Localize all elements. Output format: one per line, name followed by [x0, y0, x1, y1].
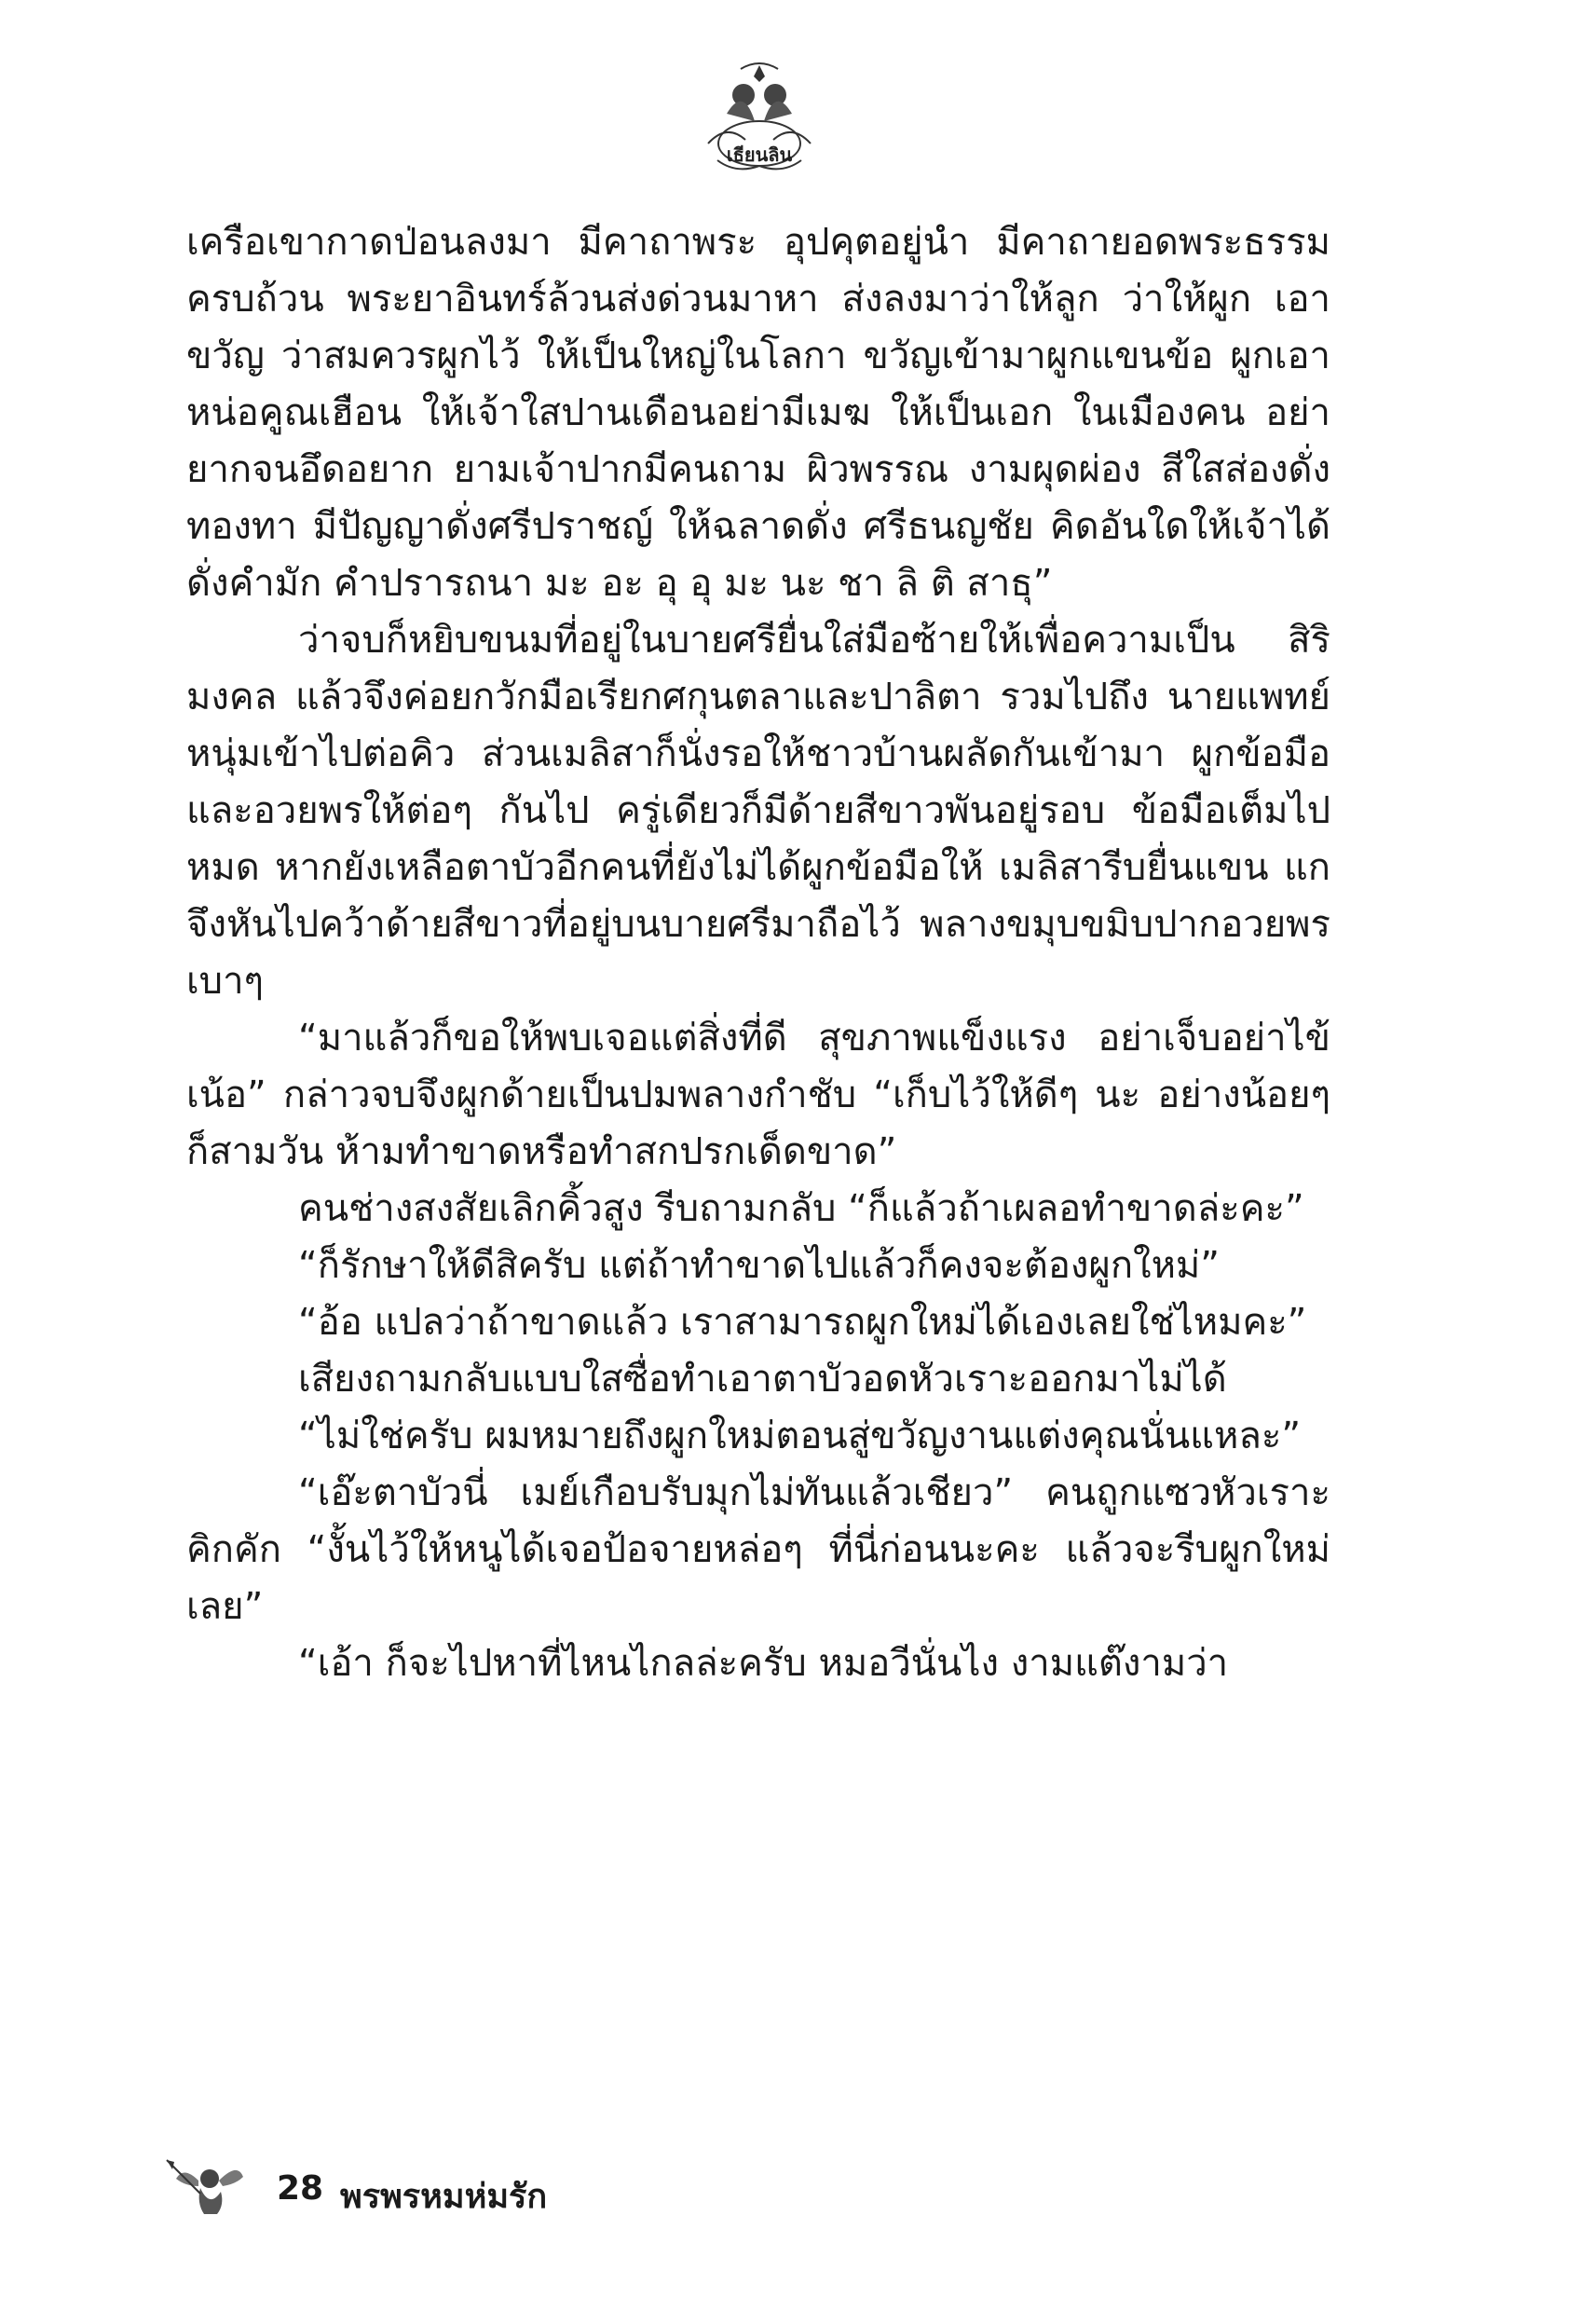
- paragraph: “เอ๊ะตาบัวนี่ เมย์เกือบรับมุกไม่ทันแล้วเชียว” คนถูกแซวหัวเราะ คิกคัก “งั้นไว้ให้หนูได้เจอป้อจายหล่อๆ ที่นี่ก่อนนะคะ แล้วจะรีบผูกใหม่ เลย”: [186, 1471, 1330, 1628]
- paragraph: “เอ้า ก็จะไปหาที่ไหนไกลล่ะครับ หมอวีนั่นไง งามแต๊งามว่า: [298, 1642, 1229, 1685]
- paragraph: ว่าจบก็หยิบขนมที่อยู่ในบายศรียื่นใส่มือซ้ายให้เพื่อความเป็น สิริมงคล แล้วจึงค่อยกวักมือเรียกศกุนตลาและปาลิตา รวมไปถึง นายแพทย์หนุ่มเข้าไปต่อคิว ส่วนเมลิสาก็นั่งรอให้ชาวบ้านผลัดกันเข้ามา ผูกข้อมือและอวยพรให้ต่อๆ กันไป ครู่เดียวก็มีด้ายสีขาวพันอยู่รอบ ข้อมือเต็มไปหมด หากยังเหลือตาบัวอีกคนที่ยังไม่ได้ผูกข้อมือให้ เมลิสารีบยื่นแขน แกจึงหันไปคว้าด้ายสีขาวที่อยู่บนบายศรีมาถือไว้ พลางขมุบขมิบปากอวยพรเบาๆ: [186, 619, 1330, 1003]
- paragraph: “มาแล้วก็ขอให้พบเจอแต่สิ่งที่ดี สุขภาพแข็งแรง อย่าเจ็บอย่าไข้ เน้อ” กล่าวจบจึงผูกด้ายเป็นปมพลางกำชับ “เก็บไว้ให้ดีๆ นะ อย่างน้อยๆ ก็สามวัน ห้ามทำขาดหรือทำสกปรกเด็ดขาด”: [186, 1017, 1330, 1173]
- cupid-icon: [163, 2153, 247, 2227]
- body-text: [186, 214, 1330, 1692]
- paragraph: เครือเขากาดป่อนลงมา มีคาถาพระ อุปคุตอยู่นำ มีคาถายอดพระธรรม ครบถ้วน พระยาอินทร์ล้วนส่งด่วนมาหา ส่งลงมาว่าให้ลูก ว่าให้ผูก เอาขวัญ ว่าสมควรผูกไว้ ให้เป็นใหญ่ในโลกา ขวัญเข้ามาผูกแขนข้อ ผูกเอาหน่อคูณเฮือน ให้เจ้าใสปานเดือนอย่ามีเมฆ ให้เป็นเอก ในเมืองคน อย่ายากจนอึดอยาก ยามเจ้าปากมีคนถาม ผิวพรรณ งามผุดผ่อง สีใสส่องดั่งทองทา มีปัญญาดั่งศรีปราชญ์ ให้ฉลาดดั่ง ศรีธนญชัย คิดอันใดให้เจ้าได้ดั่งคำมัก คำปรารถนา มะ อะ อุ อุ มะ นะ ชา ลิ ติ สาธุ”: [186, 221, 1330, 605]
- paragraph: “ก็รักษาให้ดีสิครับ แต่ถ้าทำขาดไปแล้วก็คงจะต้องผูกใหม่”: [298, 1244, 1221, 1287]
- page-number: 28: [277, 2169, 324, 2208]
- paragraph: “ไม่ใช่ครับ ผมหมายถึงผูกใหม่ตอนสู่ขวัญงานแต่งคุณนั่นแหละ”: [298, 1415, 1302, 1457]
- page-footer: [163, 2153, 815, 2236]
- book-title: พรพรหมห่มรัก: [340, 2178, 548, 2216]
- paragraph: “อ้อ แปลว่าถ้าขาดแล้ว เราสามารถผูกใหม่ได้เองเลยใช่ไหมคะ”: [298, 1301, 1307, 1344]
- paragraph: คนช่างสงสัยเลิกคิ้วสูง รีบถามกลับ “ก็แล้วถ้าเผลอทำขาดล่ะคะ”: [298, 1187, 1304, 1230]
- logo-text: เธียนลิน: [726, 144, 793, 166]
- header-logo: [689, 58, 829, 179]
- paragraph: เสียงถามกลับแบบใสซื่อทำเอาตาบัวอดหัวเราะออกมาไม่ได้: [298, 1358, 1227, 1401]
